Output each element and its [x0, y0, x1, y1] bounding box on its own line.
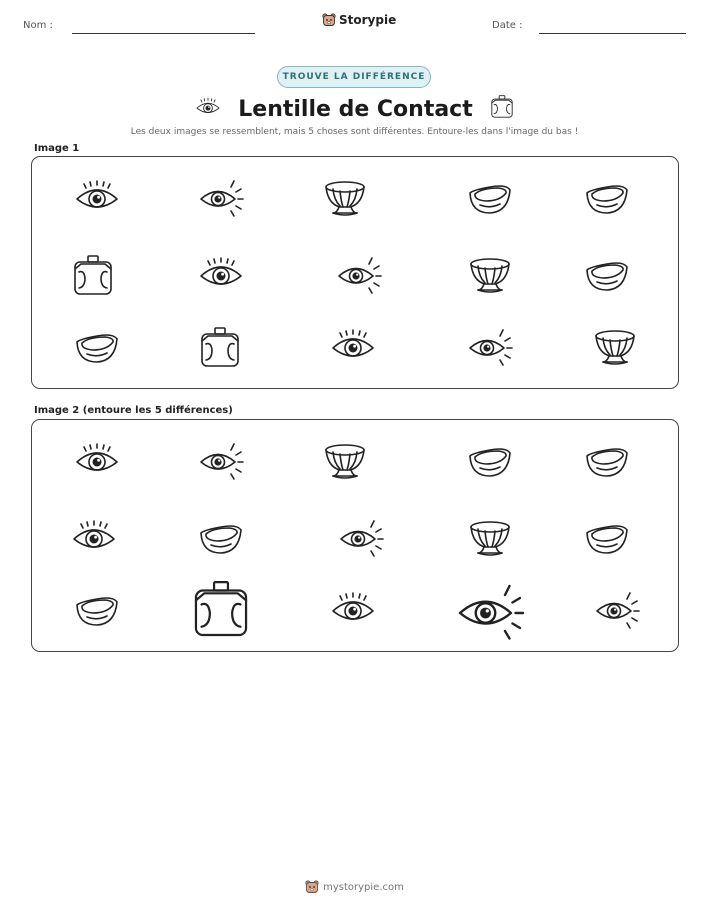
lens-case-icon [489, 94, 515, 124]
name-field[interactable] [72, 33, 255, 34]
date-label: Date : [492, 20, 523, 31]
lens-bowl-icon [466, 254, 514, 296]
eye-icon [194, 96, 222, 122]
eye-with-rays-icon[interactable] [453, 580, 527, 640]
eye-icon [197, 254, 245, 294]
contact-lens-icon[interactable] [466, 440, 514, 480]
lens-case-icon[interactable] [189, 579, 253, 641]
contact-lens-icon [73, 326, 121, 366]
contact-lens-icon [583, 254, 631, 294]
eye-with-rays-icon[interactable] [197, 440, 245, 480]
lens-case-icon [70, 254, 116, 298]
name-label: Nom : [23, 20, 53, 31]
eye-with-rays-icon [197, 177, 245, 217]
eye-with-rays-icon [466, 326, 514, 366]
lens-bowl-icon[interactable] [466, 517, 514, 559]
footer [0, 880, 709, 894]
eye-icon[interactable] [70, 517, 118, 557]
contact-lens-icon [583, 177, 631, 217]
title-row [0, 94, 709, 124]
lens-case-icon [197, 326, 243, 370]
image2-label: Image 2 (entoure les 5 différences) [34, 405, 233, 416]
contact-lens-icon [466, 177, 514, 217]
page-title: Lentille de Contact [238, 96, 473, 122]
storypie-logo [322, 13, 396, 27]
bear-icon [322, 13, 336, 27]
footer-url: mystorypie.com [323, 881, 404, 893]
contact-lens-icon[interactable] [583, 517, 631, 557]
eye-with-rays-icon[interactable] [593, 589, 641, 629]
image1-label: Image 1 [34, 143, 80, 154]
eye-icon [73, 177, 121, 217]
image1-panel [31, 156, 679, 389]
eye-icon[interactable] [73, 440, 121, 480]
bear-icon [305, 880, 319, 894]
lens-bowl-icon[interactable] [321, 440, 369, 482]
eye-with-rays-icon[interactable] [337, 517, 385, 557]
eye-icon [329, 326, 377, 366]
lens-bowl-icon [321, 177, 369, 219]
eye-icon[interactable] [329, 589, 377, 629]
logo-text: Storypie [339, 13, 397, 27]
instructions: Les deux images se ressemblent, mais 5 choses sont différentes. Entoure-les dans l'image du bas ! [130, 127, 579, 137]
contact-lens-icon[interactable] [197, 517, 245, 557]
activity-badge: TROUVE LA DIFFÉRENCE [277, 66, 431, 88]
image2-panel[interactable] [31, 419, 679, 652]
eye-with-rays-icon [335, 254, 383, 294]
contact-lens-icon[interactable] [583, 440, 631, 480]
lens-bowl-icon [591, 326, 639, 368]
date-field[interactable] [539, 33, 686, 34]
contact-lens-icon[interactable] [73, 589, 121, 629]
